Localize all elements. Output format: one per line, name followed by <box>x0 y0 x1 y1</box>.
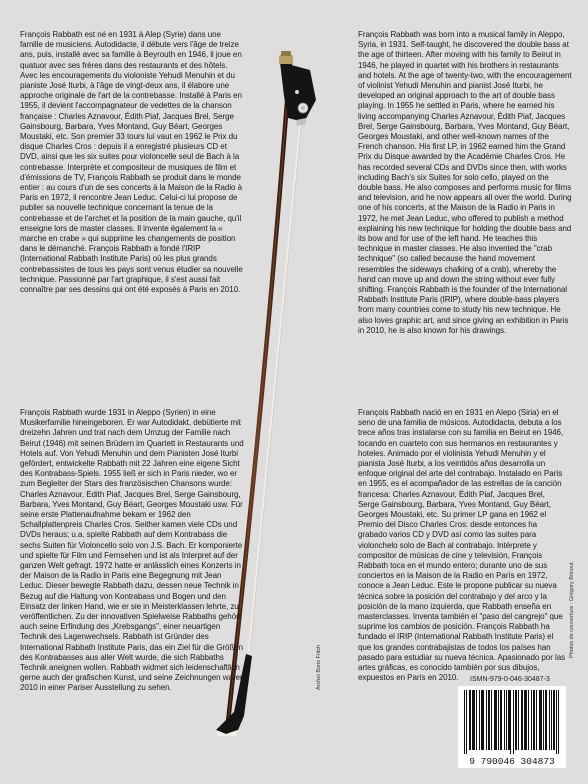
photo-credit: Photos de couverture : Grégory Bricout. <box>569 561 575 658</box>
barcode-number: 9 790046 304873 <box>469 756 555 767</box>
isbn-label: ISMN-979-0-046-30487-3 <box>470 676 550 683</box>
barcode <box>458 686 566 768</box>
biography-german: François Rabbath wurde 1931 in Aleppo (Syrien) in eine Musikerfamilie hineingeboren. Er war Autodidakt, debütierte mit dreizehn Jahren und trat nach dem Umzug der Familie nach Beirut (1946) mit seinen Brüdern im Quartett in Restaurants und Hotels auf. Von Yehudi Menuhin und dem Pianisten José Iturbi gefördert, entwickelte Rabbath mit 22 Jahren eine eigene Sicht des Kontrabass-Spiels. 1955 ließ er sich in Paris nieder, wo er zum Begleiter der Stars des französischen Chansons wurde: Charles Aznavour, Edith Piaf, Jacques Brel, Serge Gainsbourg, Barbara, Yves Montand, Guy Béart, Georges Moustaki usw. Für seine erste Plattenaufnahme bekam er 1962 den Schallplattenpreis Charles Cros. Seither kamen viele CDs und DVDs heraus; u.a. spielte Rabbath auf dem Kontrabass die sechs Suiten für Violoncello solo von J.S. Bach. Er komponierte und spielte für Film und Fernsehen und ist als Interpret auf der ganzen Welt gefragt. 1972 hatte er anlässlich eines Konzerts in der Maison de la Radio in Paris eine Begegnung mit Jean Leduc. Dieser bewegte Rabbath dazu, dessen neue Technik in Bezug auf die Haltung von Kontrabass und Bogen und den Einsatz der linken Hand, wie er sie in Meisterklassen lehrte, zu veröffentlichen. Zu der innovativen Spielweise Rabbaths gehört auch seine Erfindung des „Krebsgangs", einer neuartigen Technik des Lagenwechsels. Rabbath ist Gründer des International Rabbath Institute Paris, das ein Ziel für die Größen des Kontrabasses aus aller Welt wurde, die sich Rabbaths Technik aneignen wollen. Rabbath widmet sich leidenschaftlich gerne auch der grafischen Kunst, und seine Zeichnungen waren 2010 in einer Pariser Ausstellung zu sehen. <box>20 408 245 693</box>
biography-spanish: François Rabbath nació en en 1931 en Alepo (Siria) en el seno de una familia de músicos. Autodidacta, debuta a los trece años tras instalarse con su familia en Beirut en 1946, tocando en cuarteto con sus hermanos en restaurantes y hoteles. Animado por el violinista Yehudi Menuhin y el pianista José Iturbi, a los veintidós años desarrolla un enfoque original del arte del contrabajo. Instalado en París en 1955, es el acompañador de las estrellas de la canción francesa: Charles Aznavour, Édith Piaf, Jacques Brel, Serge Gainsbourg, Barbara, Yves Montand, Guy Béart, Georges Moustaki, etc. Su primer LP gana en 1962 el Premio del Disco Charles Cros: desde entonces ha grabado varios CD y DVD así como las suites para violonchelo solo de Bach al contrabajo. Intérprete y compositor de músicas de cine y televisión, François Rabbath toca en el mundo entero; durante uno de sus conciertos en la Maison de la Radio en París en 1972, conoce a Jean Leduc. Este le propone publicar su nueva técnica sobre la posición del contrabajo y del arco y la posición de la mano izquierda, que Rabbath enseña en masterclasses. Inventa también el "paso del cangrejo" que suprime los cambios de posición. François Rabbath ha fundado el IRIP (International Rabbath Institute Paris) el que los grandes contrabajistas de todos los países han pasado para estudiar su nueva técnica. Apasionado por las artes gráficas, es conocido también por sus dibujos, expuestos en París en 2010. <box>358 408 566 683</box>
biography-french: François Rabbath est né en 1931 à Alep (Syrie) dans une famille de musiciens. Autodidacte, il débute vers l'âge de treize ans, puis, installé avec sa famille à Beyrouth en 1946, il joue en quatuor avec ses frères dans des restaurants et des hôtels. Avec les encouragements du violoniste Yehudi Menuhin et du pianiste José Iturbi, à l'âge de vingt-deux ans, il élabore une approche originale de l'art de la contrebasse. Installé à Paris en 1955, il devient l'accompagnateur de vedettes de la chanson française : Charles Aznavour, Édith Piaf, Jacques Brel, Serge Gainsbourg, Barbara, Yves Montand, Guy Béart, Georges Moustaki, etc. Son premier 33 tours lui vaut en 1962 le Prix du disque Charles Cros : depuis il a enregistré plusieurs CD et DVD, ainsi que les six suites pour violoncelle seul de Bach à la contrebasse. Interprète et compositeur de musiques de film et d'émissions de TV, François Rabbath se produit dans le monde entier : au cours d'un de ses concerts à la Maison de la Radio à Paris en 1972, il rencontre Jean Leduc. Celui-ci lui propose de publier sa nouvelle technique concernant la tenue de la contrebasse et de l'archet et la position de la main gauche, qu'il enseigne lors de master classes. Il invente également la « marche en crabe » qui supprime les changements de position dans le démanché. François Rabbath a fondé l'IRIP (International Rabbath Institute Paris) où les plus grands contrebassistes de tous les pays sont venus étudier sa nouvelle technique. Passionné par l'art graphique, il s'est aussi fait connaître par ses dessins qui ont été exposés à Paris en 2010. <box>20 30 243 295</box>
bow-credit: Archet Boris Fritch <box>316 644 322 690</box>
biography-english: François Rabbath was born into a musical family in Aleppo, Syria, in 1931. Self-taught, he discovered the double bass at the age of thirteen. After moving with his family to Beirut in 1946, he played in quartet with his brothers in restaurants and hotels. At the age of twenty-two, with the encouragement of violinist Yehudi Menuhin and pianist José Iturbi, he developed an original approach to the art of double bass playing. In 1955 he settled in Paris, where he earned his living accompanying Charles Aznavour, Édith Piaf, Jacques Brel, Serge Gainsbourg, Barbara, Yves Montand, Guy Béart, Georges Moustaki, and other well-known names of the French chanson. His first LP, in 1962 earned him the Grand Prix du Disque awarded by the Académie Charles Cros. He has recorded several CDs and DVDs since then, with works including Bach's six Suites for solo cello, played on the double bass. He also composes and performs music for films and television, and he now appears all over the world. During one of his concerts, at the Maison de la Radio in Paris in 1972, he met Jean Leduc, who offered to publish a method explaining his new technique for holding the double bass and its bow and for use of the left hand. He teaches this technique in master classes. He also invented the "crab technique" (so called because the hand movement resembles the sideways chalking of a crab), whereby the hand can move up and down the string without ever fully shifting. François Rabbath is the founder of the International Rabbath Institute Paris (IRIP), where double-bass players from many countries come to study his new technique. He also loves graphic art, and since giving an exhibition in Paris in 2010, he is also known for his drawings. <box>358 30 572 335</box>
